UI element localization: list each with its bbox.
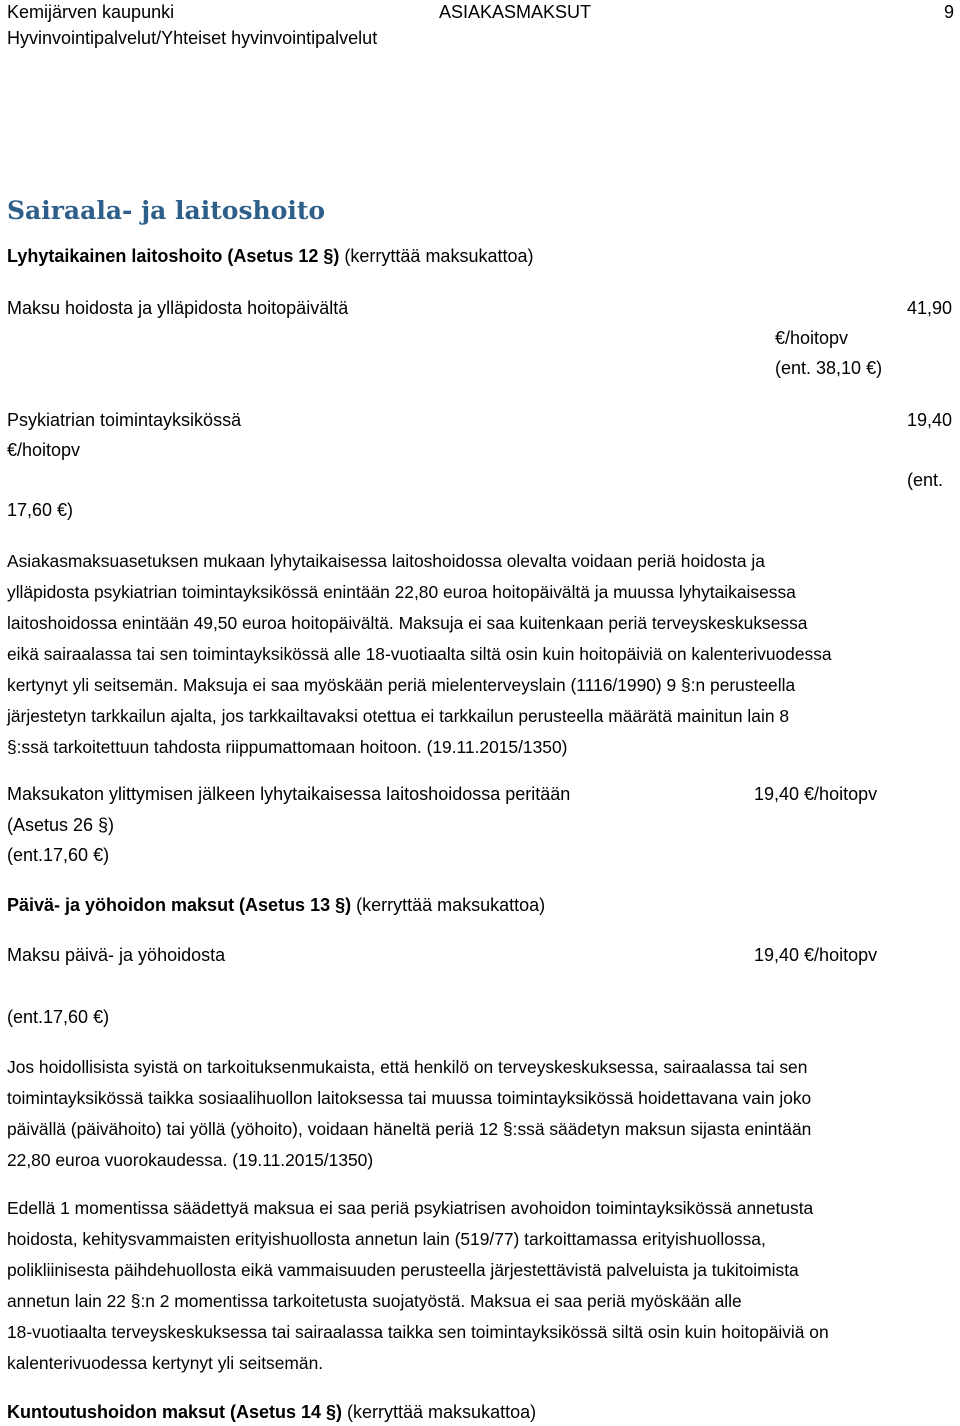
paragraph-line: laitoshoidossa enintään 49,50 euroa hoitopäivältä. Maksuja ei saa kuitenkaan periä terveyskeskuksessa: [7, 613, 808, 633]
day-night-fee-label: Maksu päivä- ja yöhoidosta: [7, 945, 226, 965]
day-night-heading: [7, 893, 545, 917]
rehab-heading-bold: Kuntoutushoidon maksut (Asetus 14 §): [7, 1402, 343, 1422]
paragraph-line: Edellä 1 momentissa säädettyä maksua ei saa periä psykiatrisen avohoidon toimintayksikössä annetusta: [7, 1198, 814, 1218]
paragraph-line: ylläpidosta psykiatrian toimintayksikössä enintään 22,80 euroa hoitopäivältä ja muussa lyhytaikaisessa: [7, 582, 796, 602]
header-doc-title: ASIAKASMAKSUT: [439, 2, 592, 22]
short-care-heading: [7, 244, 533, 268]
paragraph-line: 22,80 euroa vuorokaudessa. (19.11.2015/1350): [7, 1150, 374, 1170]
rehab-heading-note: (kerryttää maksukattoa): [342, 1402, 537, 1422]
paragraph-line: 18-vuotiaalta terveyskeskuksessa tai sairaalassa taikka sen toimintayksikössä siltä osin kuin hoitopäiviä on: [7, 1322, 829, 1342]
paragraph-exemptions: [7, 1193, 955, 1379]
psych-prev-close: 17,60 €): [7, 500, 74, 520]
paragraph-line: kertynyt yli seitsemän. Maksuja ei saa myöskään periä mielenterveyslain (1116/1990) 9 §:n perusteella: [7, 675, 796, 695]
short-care-heading-note: (kerryttää maksukattoa): [339, 246, 534, 266]
paragraph-line: kalenterivuodessa kertynyt yli seitsemän.: [7, 1353, 324, 1373]
day-night-fee-prev: (ent.17,60 €): [7, 1007, 110, 1027]
paragraph-line: annetun lain 22 §:n 2 momentissa tarkoitetusta suojatyöstä. Maksua ei saa periä myöskään alle: [7, 1291, 742, 1311]
paragraph-day-night-rule: [7, 1052, 955, 1176]
fee-amount: 41,90: [907, 298, 953, 318]
day-night-heading-bold: Päivä- ja yöhoidon maksut (Asetus 13 §): [7, 895, 352, 915]
header-department: Hyvinvointipalvelut/Yhteiset hyvinvointipalvelut: [7, 28, 378, 48]
ceiling-ref: (Asetus 26 §): [7, 815, 115, 835]
ceiling-prev: (ent.17,60 €): [7, 845, 110, 865]
psych-unit: €/hoitopv: [7, 440, 81, 460]
fee-prev: (ent. 38,10 €): [775, 358, 883, 378]
paragraph-line: Jos hoidollisista syistä on tarkoituksenmukaista, että henkilö on terveyskeskuksessa, sairaalassa tai sen: [7, 1057, 808, 1077]
paragraph-line: päivällä (päivähoito) tai yöllä (yöhoito), voidaan häneltä periä 12 §:ssä säädetyn maksun sijasta enintään: [7, 1119, 812, 1139]
paragraph-line: toimintayksikössä taikka sosiaalihuollon laitoksessa tai muussa toimintayksikössä hoidettavana vain joko: [7, 1088, 812, 1108]
paragraph-line: järjestetyn tarkkailun ajalta, jos tarkkailtavaksi otettua ei tarkkailun perusteella määrätä mainitun lain 8: [7, 706, 790, 726]
psych-amount: 19,40: [907, 410, 953, 430]
section-title: Sairaala- ja laitoshoito: [7, 196, 326, 225]
psych-label: Psykiatrian toimintayksikössä: [7, 410, 242, 430]
fee-label: Maksu hoidosta ja ylläpidosta hoitopäivältä: [7, 298, 349, 318]
header-page-number: 9: [944, 2, 955, 22]
fee-unit: €/hoitopv: [775, 328, 849, 348]
paragraph-decree-limits: [7, 546, 955, 763]
paragraph-line: Asiakasmaksuasetuksen mukaan lyhytaikaisessa laitoshoidossa olevalta voidaan periä hoidosta ja: [7, 551, 765, 571]
paragraph-line: hoidosta, kehitysvammaisten erityishuollosta annetun lain (519/77) tarkoittamassa erityishuollossa,: [7, 1229, 766, 1249]
psych-prev-open: (ent.: [907, 470, 944, 490]
header-org: Kemijärven kaupunki: [7, 2, 175, 22]
paragraph-line: §:ssä tarkoitettuun tahdosta riippumattomaan hoitoon. (19.11.2015/1350): [7, 737, 568, 757]
day-night-fee-amount: 19,40 €/hoitopv: [754, 945, 878, 965]
ceiling-amount: 19,40 €/hoitopv: [754, 784, 878, 804]
rehab-heading: [7, 1400, 536, 1424]
paragraph-line: eikä sairaalassa tai sen toimintayksikössä alle 18-vuotiaalta siltä osin kuin hoitopäiviä on kalenterivuodessa: [7, 644, 832, 664]
ceiling-label: Maksukaton ylittymisen jälkeen lyhytaikaisessa laitoshoidossa peritään: [7, 784, 571, 804]
short-care-heading-bold: Lyhytaikainen laitoshoito (Asetus 12 §): [7, 246, 340, 266]
day-night-heading-note: (kerryttää maksukattoa): [351, 895, 546, 915]
paragraph-line: polikliinisesta päihdehuollosta eikä vammaisuuden perusteella järjestettävistä palveluista ja tukitoimista: [7, 1260, 799, 1280]
